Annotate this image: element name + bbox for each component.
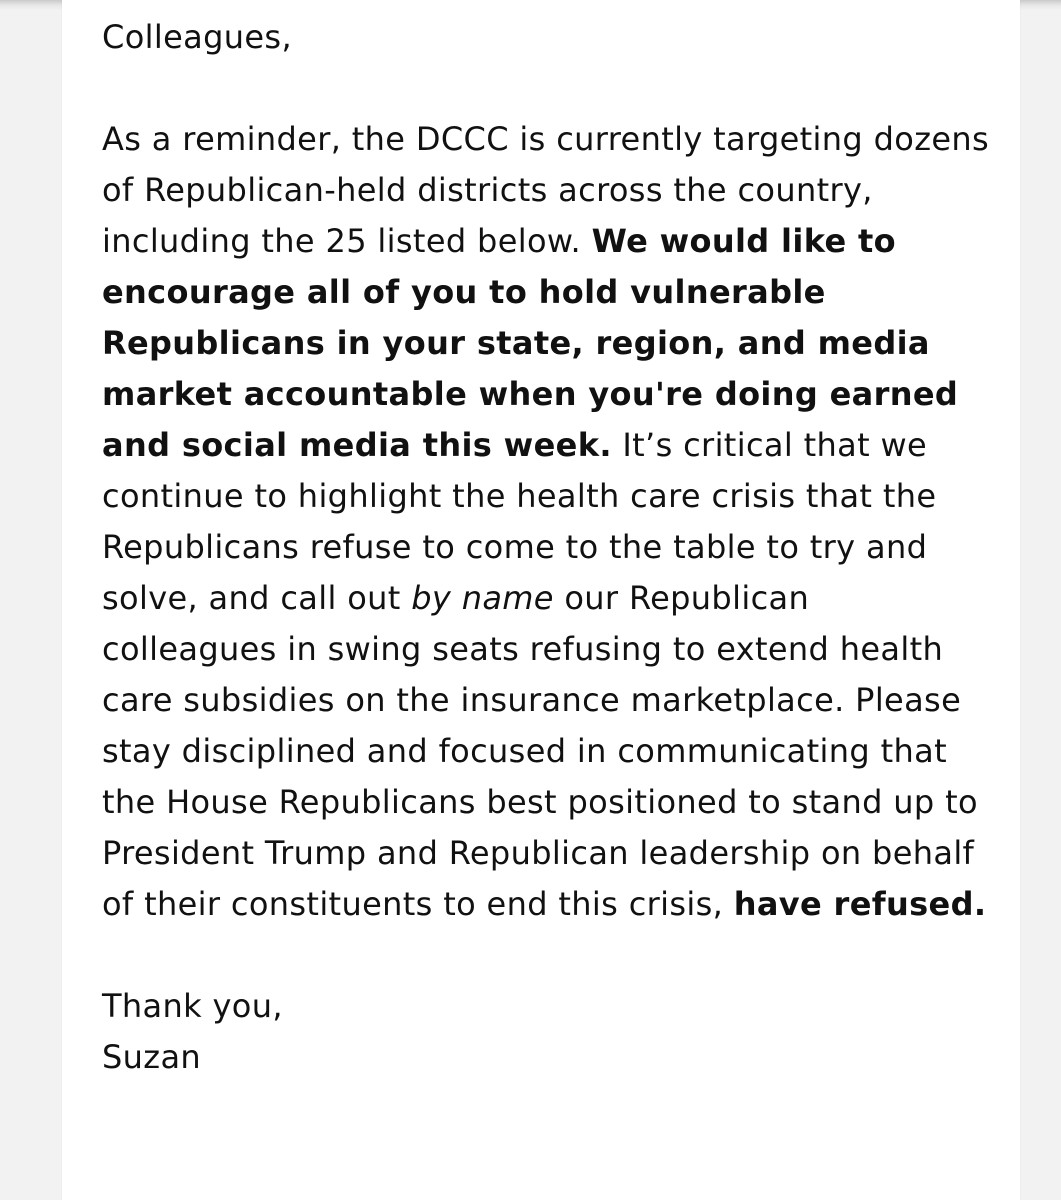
body-text-after-emphasis: our Republican colleagues in swing seats refusing to extend health care subsidies on the insurance marketplace. Please stay disciplined and focused in communicating that the House Republicans best positioned to stand up to President Trump and Republican leadership on behalf of their constituents to end this crisis,: [102, 579, 978, 923]
email-signature: Suzan: [102, 1038, 202, 1076]
body-emphasis: by name: [411, 579, 554, 617]
paragraph-spacer: [102, 63, 992, 114]
body-bold-request: We would like to encourage all of you to hold vulnerable Republicans in your state, region, and media market accountable when you're doing earned and social media this week.: [102, 222, 959, 464]
email-greeting: Colleagues,: [102, 18, 292, 56]
body-intro-text: As a reminder, the DCCC is currently targeting dozens of Republican-held districts across the country, including the 25 listed below.: [102, 120, 990, 260]
paragraph-spacer: [102, 930, 992, 981]
body-bold-closing: have refused.: [733, 885, 987, 923]
body-text-before-emphasis: It’s critical that we continue to highlight the health care crisis that the Republicans refuse to come to the table to try and solve, and call out: [102, 426, 937, 617]
email-message: [102, 12, 992, 1083]
email-sign-off: Thank you,: [102, 987, 283, 1025]
email-body-paragraph: [102, 114, 992, 930]
